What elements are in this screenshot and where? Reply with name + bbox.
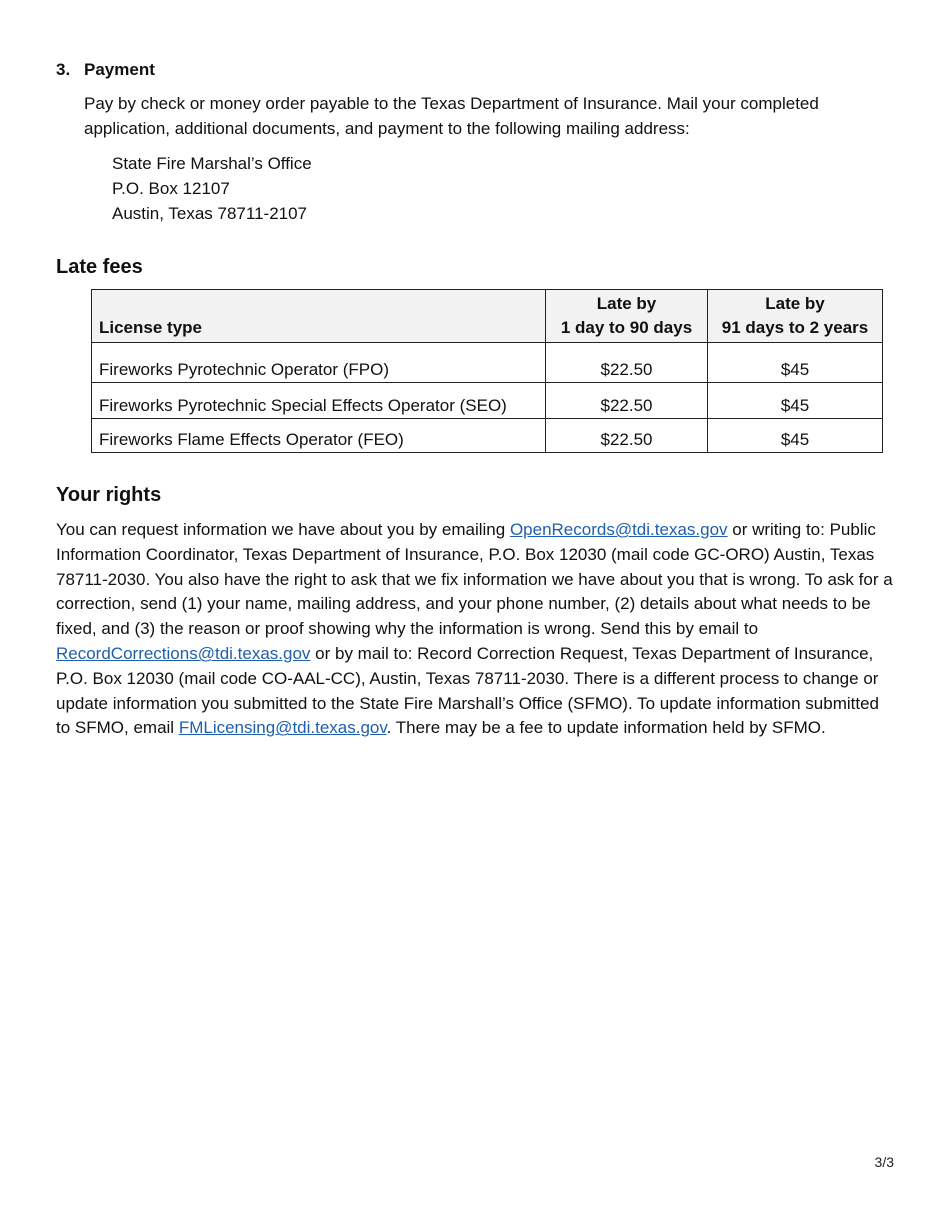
rights-text: . There may be a fee to update information held by SFMO. (386, 718, 826, 738)
late2-cell: $45 (708, 419, 883, 453)
late1-cell: $22.50 (546, 383, 708, 419)
payment-heading (56, 58, 896, 82)
payment-paragraph: Pay by check or money order payable to the Texas Department of Insurance. Mail your completed application, additional documents, and payment to the following mailing address: (84, 94, 819, 138)
rights-text: or by mail to: Record Correction Request, Texas Department of Insurance, P.O. Box 12030 (mail code CO-AAL-CC), Austin, Texas 78711-2030. There is a different process to change or update information you submitted to the State Fire Marshall’s Office (SFMO). To update information submitted to SFMO, email (56, 643, 880, 738)
record-corrections-email-link[interactable]: RecordCorrections@tdi.texas.gov (56, 643, 311, 663)
payment-section (56, 58, 896, 226)
late2-cell: $45 (708, 343, 883, 383)
license-cell: Fireworks Flame Effects Operator (FEO) (92, 419, 546, 453)
rights-paragraph (56, 518, 896, 741)
open-records-email-link[interactable]: OpenRecords@tdi.texas.gov (509, 520, 728, 539)
address-line: Austin, Texas 78711-2107 (112, 204, 308, 223)
header-license-type: License type (92, 290, 546, 343)
late1-cell: $22.50 (546, 419, 708, 453)
header-line: Late by (596, 294, 657, 313)
table-row (92, 419, 883, 453)
rights-text: You can request information we have about you by emailing (56, 520, 510, 539)
late1-cell: $22.50 (546, 343, 708, 383)
table-header-row (92, 290, 883, 343)
table-row (92, 383, 883, 419)
header-late-91-2y (708, 290, 883, 343)
rights-text: or writing to: Public Information Coordinator, Texas Department of Insurance, P.O. Box 12030 (mail code GC-ORO) Austin, Texas 78711-2030. You also have the right to ask that we fix information we have about you that is wrong. To ask for a correction, send (1) your name, mailing address, and your phone number, (2) details about what needs to be fixed, and (3) the reason or proof showing why the information is wrong. Send this by email to (56, 520, 893, 639)
late2-cell: $45 (708, 383, 883, 419)
your-rights-heading: Your rights (56, 484, 162, 506)
table-row (92, 343, 883, 383)
section-title: Payment (84, 60, 155, 79)
late-fees-heading: Late fees (56, 256, 143, 278)
header-line: 1 day to 90 days (560, 318, 693, 337)
header-late-1-90 (546, 290, 708, 343)
address-line: P.O. Box 12107 (112, 179, 230, 198)
section-number: 3. (56, 60, 71, 79)
mailing-address (112, 151, 896, 226)
license-cell: Fireworks Pyrotechnic Operator (FPO) (92, 343, 546, 383)
late-fees-table (91, 289, 883, 453)
page-number: 3/3 (874, 1154, 894, 1170)
header-line: Late by (765, 294, 825, 313)
header-line: 91 days to 2 years (721, 318, 869, 337)
fm-licensing-email-link[interactable]: FMLicensing@tdi.texas.gov (178, 718, 387, 738)
license-cell: Fireworks Pyrotechnic Special Effects Operator (SEO) (92, 383, 546, 419)
address-line: State Fire Marshal’s Office (112, 154, 312, 173)
